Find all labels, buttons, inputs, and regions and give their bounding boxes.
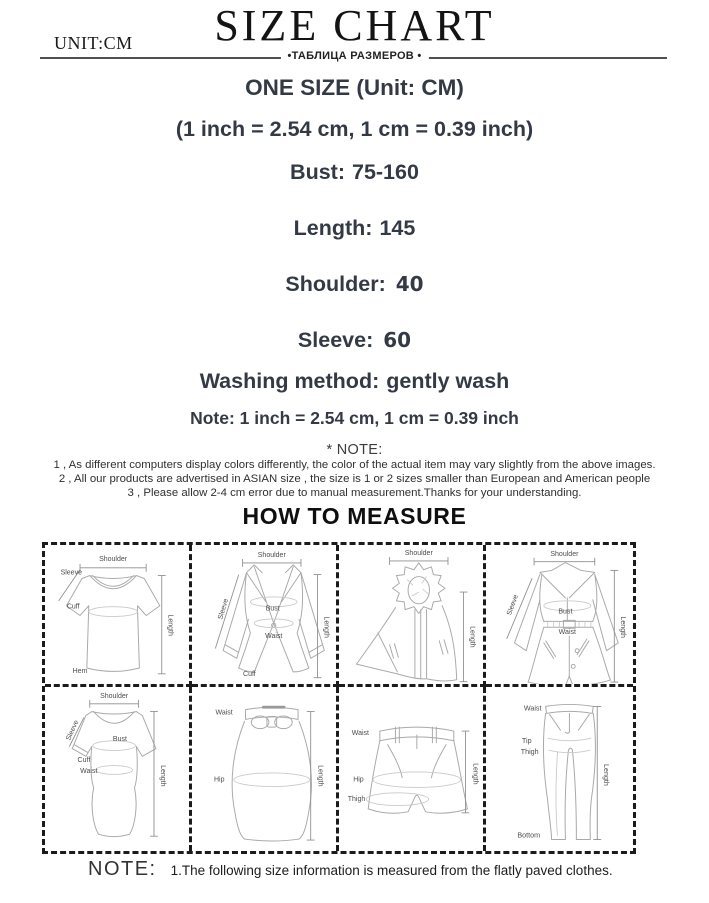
label-cuff: Cuff [243,670,256,678]
diagram-cell-hooded-coat [339,545,486,687]
size-value: gently wash [386,369,510,393]
label-shoulder: Shoulder [99,555,128,563]
diagram-cell-skirt [192,687,339,851]
label-hip: Hip [213,776,225,784]
label-thigh: Thigh [520,748,539,757]
label-shoulder: Shoulder [100,692,129,700]
size-label: Length: [293,216,373,240]
diagram-cell-shorts [339,687,486,851]
size-value: 40 [395,272,424,296]
label-waist: Waist [351,729,370,737]
diagram-cell-tshirt [45,545,192,687]
note-item: 1 , As different computers display colors differently, the color of the actual item may vary slightly from the above images. [53,459,656,471]
label-length: Length [316,765,324,787]
diagram-cell-pants [486,687,633,851]
size-row-shoulder [0,272,709,297]
bottom-note [88,858,613,881]
size-label: Shoulder: [285,272,386,296]
label-sleeve: Sleeve [60,569,82,577]
size-row-length [0,216,709,241]
label-length: Length [322,616,330,638]
label-thigh: Thigh [347,796,366,804]
note-item: 2 , All our products are advertised in ASIAN size , the size is 1 or 2 sizes smaller than European and American people [58,472,651,485]
how-to-measure-heading: HOW TO MEASURE [242,503,467,529]
label-sleeve: Sleeve [65,719,81,742]
one-size-heading: ONE SIZE (Unit: CM) [245,75,464,100]
notes-heading: * NOTE: [326,442,383,458]
hooded-coat-diagram [339,545,483,684]
size-value: 145 [379,216,416,240]
page-title: SIZE CHART [214,1,495,50]
label-waist: Waist [80,767,98,775]
label-hip: Hip [353,776,364,784]
label-bust: Bust [558,608,573,616]
size-row-washing [0,369,709,394]
label-length: Length [602,764,611,786]
unit-label: UNIT:CM [54,33,133,53]
tshirt-diagram [45,545,189,684]
label-waist: Waist [215,709,233,717]
size-label: Bust: [290,160,345,184]
bottom-note-label: NOTE: [88,858,157,880]
pants-diagram [486,687,633,851]
measure-diagram-grid [42,542,636,854]
shorts-diagram [339,687,483,851]
size-value: 75-160 [351,160,419,184]
label-shoulder: Shoulder [257,552,286,560]
blazer-diagram [192,545,336,684]
label-length: Length [166,614,174,636]
size-label: Sleeve: [297,328,374,352]
label-length: Length [468,626,476,648]
label-cuff: Cuff [77,757,91,765]
label-length: Length [471,763,479,785]
conversion-note: Note: 1 inch = 2.54 cm, 1 cm = 0.39 inch [190,408,519,428]
diagram-cell-dress [45,687,192,851]
label-sleeve: Sleeve [217,597,231,621]
label-bottom: Bottom [517,831,541,840]
diagram-cell-trench-coat [486,545,633,687]
russian-subtitle: •ТАБЛИЦА РАЗМЕРОВ • [280,50,428,62]
size-label: Washing method: [199,369,380,393]
dress-diagram [45,687,189,851]
size-row-bust [0,160,709,185]
skirt-diagram [192,687,336,851]
size-row-sleeve [0,328,709,353]
label-shoulder: Shoulder [550,550,579,558]
conversion-line: (1 inch = 2.54 cm, 1 cm = 0.39 inch) [175,117,534,141]
label-waist: Waist [558,629,576,637]
label-waist: Waist [523,704,542,713]
label-shoulder: Shoulder [404,550,433,558]
label-sleeve: Sleeve [506,593,521,617]
label-length: Length [158,765,166,787]
size-value: 60 [383,328,412,352]
notes-list [0,459,709,500]
bottom-note-text: 1.The following size information is measured from the flatly paved clothes. [170,863,613,878]
trench-coat-diagram [486,545,633,684]
label-bust: Bust [265,605,280,613]
note-item: 3 , Please allow 2-4 cm error due to manual measurement.Thanks for your understanding. [127,486,582,499]
label-waist: Waist [265,632,283,640]
label-cuff: Cuff [66,603,80,611]
label-bust: Bust [112,735,127,743]
label-tip: Tip [521,737,532,746]
diagram-cell-blazer [192,545,339,687]
label-length: Length [619,616,627,638]
label-hem: Hem [72,667,88,675]
